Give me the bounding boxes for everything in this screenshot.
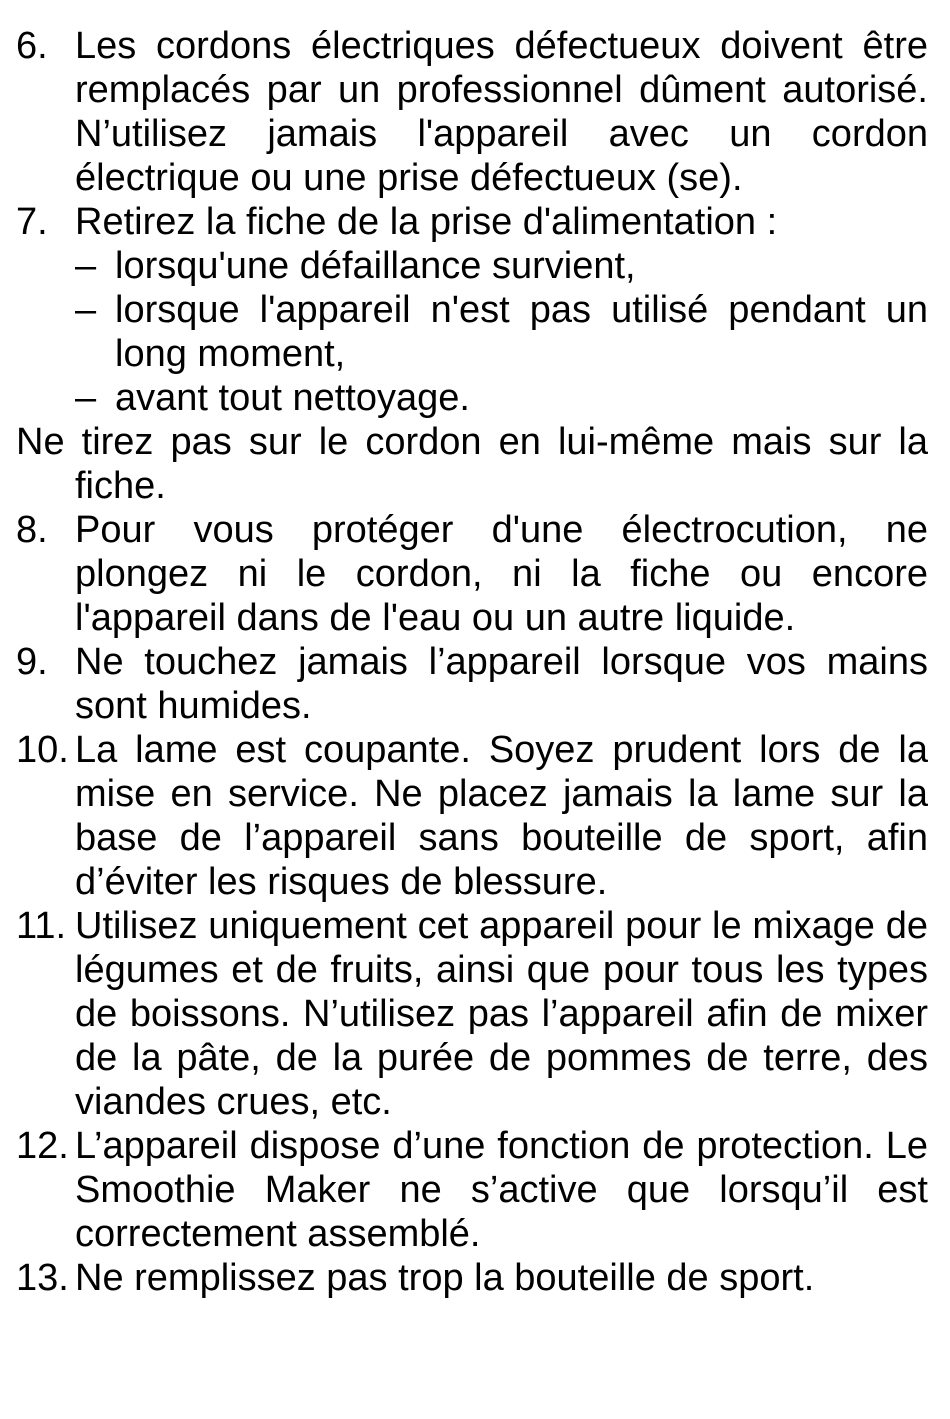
item-number: 12. xyxy=(16,1125,69,1167)
item-number: 9. xyxy=(16,641,48,683)
item-number: 8. xyxy=(16,509,48,551)
dash-bullet: – xyxy=(75,377,97,419)
list-item-11 xyxy=(16,904,928,1124)
sub-item-cleaning xyxy=(16,376,928,420)
item-number: 6. xyxy=(16,25,48,67)
list-item-12 xyxy=(16,1124,928,1256)
item-number: 7. xyxy=(16,201,48,243)
dash-bullet: – xyxy=(75,289,97,331)
item-text: Pour vous protéger d'une électrocution, ne plongez ni le cordon, ni la fiche ou encore l'appareil dans de l'eau ou un autre liquide. xyxy=(75,509,928,639)
item-text: Ne remplissez pas trop la bouteille de sport. xyxy=(75,1257,815,1299)
item-text: La lame est coupante. Soyez prudent lors de la mise en service. Ne placez jamais la lame sur la base de l’appareil sans bouteille de sport, afin d’éviter les risques de blessure. xyxy=(75,729,928,903)
list-item-8 xyxy=(16,508,928,640)
item-text: Les cordons électriques défectueux doivent être remplacés par un professionnel dûment autorisé. N’utilisez jamais l'appareil avec un cordon électrique ou une prise défectueux (se). xyxy=(75,25,928,199)
sub-item-text: lorsqu'une défaillance survient, xyxy=(115,245,636,287)
item-text: Ne touchez jamais l’appareil lorsque vos mains sont humides. xyxy=(75,641,928,727)
item-text: Retirez la fiche de la prise d'alimentation : xyxy=(75,201,778,243)
list-item-6 xyxy=(16,24,928,200)
sub-item-unused xyxy=(16,288,928,376)
cord-note: Ne tirez pas sur le cordon en lui-même mais sur la fiche. xyxy=(16,421,928,507)
list-item-9 xyxy=(16,640,928,728)
instructions-page xyxy=(16,24,928,1300)
item-number: 13. xyxy=(16,1257,69,1299)
list-item-13 xyxy=(16,1256,928,1300)
dash-bullet: – xyxy=(75,245,97,287)
sub-item-text: avant tout nettoyage. xyxy=(115,377,470,419)
sub-item-text: lorsque l'appareil n'est pas utilisé pendant un long moment, xyxy=(115,289,928,375)
list-item-7 xyxy=(16,200,928,244)
list-item-10 xyxy=(16,728,928,904)
item-number: 11. xyxy=(16,905,67,947)
sub-item-failure xyxy=(16,244,928,288)
item-text: Utilisez uniquement cet appareil pour le mixage de légumes et de fruits, ainsi que pour tous les types de boissons. N’utilisez pas l’appareil afin de mixer de la pâte, de la purée de pommes de terre, des viandes crues, etc. xyxy=(75,905,928,1123)
item-number: 10. xyxy=(16,729,69,771)
item-text: L’appareil dispose d’une fonction de protection. Le Smoothie Maker ne s’active que lorsqu’il est correctement assemblé. xyxy=(75,1125,928,1255)
